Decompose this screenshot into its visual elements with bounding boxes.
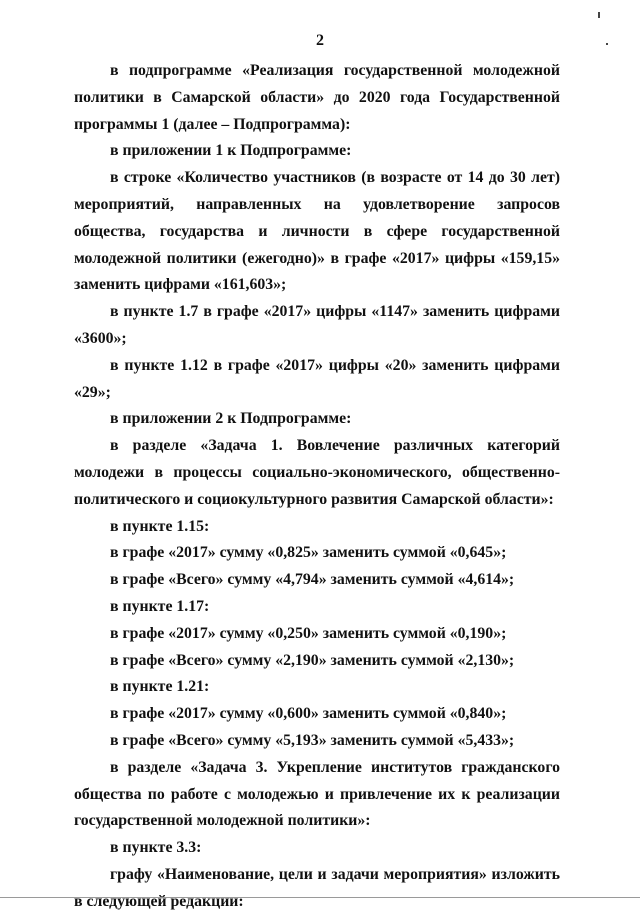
paragraph: в пункте 1.15:: [110, 517, 210, 535]
document-body: [74, 58, 560, 916]
paragraph: в пункте 3.3:: [110, 839, 202, 857]
paragraph: в разделе «Задача 3. Укрепление институтов гражданского общества по работе с молодежью и привлечение их к реализации государственной молодежной политики»:: [74, 758, 560, 830]
paragraph: в приложении 1 к Подпрограмме:: [110, 142, 352, 160]
paragraph: в пункте 1.7 в графе «2017» цифры «1147» заменить цифрами «3600»;: [74, 303, 560, 347]
paragraph: в графе «Всего» сумму «5,193» заменить суммой «5,433»;: [110, 731, 515, 749]
paragraph: в графе «2017» сумму «0,825» заменить суммой «0,645»;: [110, 544, 507, 562]
paragraph: в графе «Всего» сумму «2,190» заменить суммой «2,130»;: [110, 651, 515, 669]
page-number: 2: [316, 32, 324, 49]
paragraph: в графе «2017» сумму «0,600» заменить суммой «0,840»;: [110, 705, 507, 723]
paragraph: в пункте 1.17:: [110, 597, 210, 615]
paragraph: в пункте 1.21:: [110, 678, 210, 696]
paragraph: в подпрограмме «Реализация государственной молодежной политики в Самарской области» до 2020 года Государственной программы 1 (далее – Подпрограмма):: [74, 62, 560, 133]
paragraph: в графе «2017» сумму «0,250» заменить суммой «0,190»;: [110, 624, 507, 642]
paragraph: в строке «Количество участников (в возрасте от 14 до 30 лет) мероприятий, направленных на удовлетворение запросов общества, государства и личности в сфере государственной молодежной политики (ежегодно)» в графе «2017» цифры «159,15» заменить цифрами «161,603»;: [74, 169, 560, 294]
scan-mark: [598, 12, 600, 18]
paragraph: в пункте 1.12 в графе «2017» цифры «20» заменить цифрами «29»;: [74, 356, 560, 401]
paragraph: в приложении 2 к Подпрограмме:: [110, 410, 352, 428]
paragraph: графу «Наименование, цели и задачи мероприятия» изложить в следующей редакции:: [74, 865, 560, 910]
paragraph: в разделе «Задача 1. Вовлечение различных категорий молодежи в процессы социально-экономического, общественно-политического и социокультурного развития Самарской области»:: [74, 437, 560, 508]
paragraph: в графе «Всего» сумму «4,794» заменить суммой «4,614»;: [110, 571, 515, 589]
